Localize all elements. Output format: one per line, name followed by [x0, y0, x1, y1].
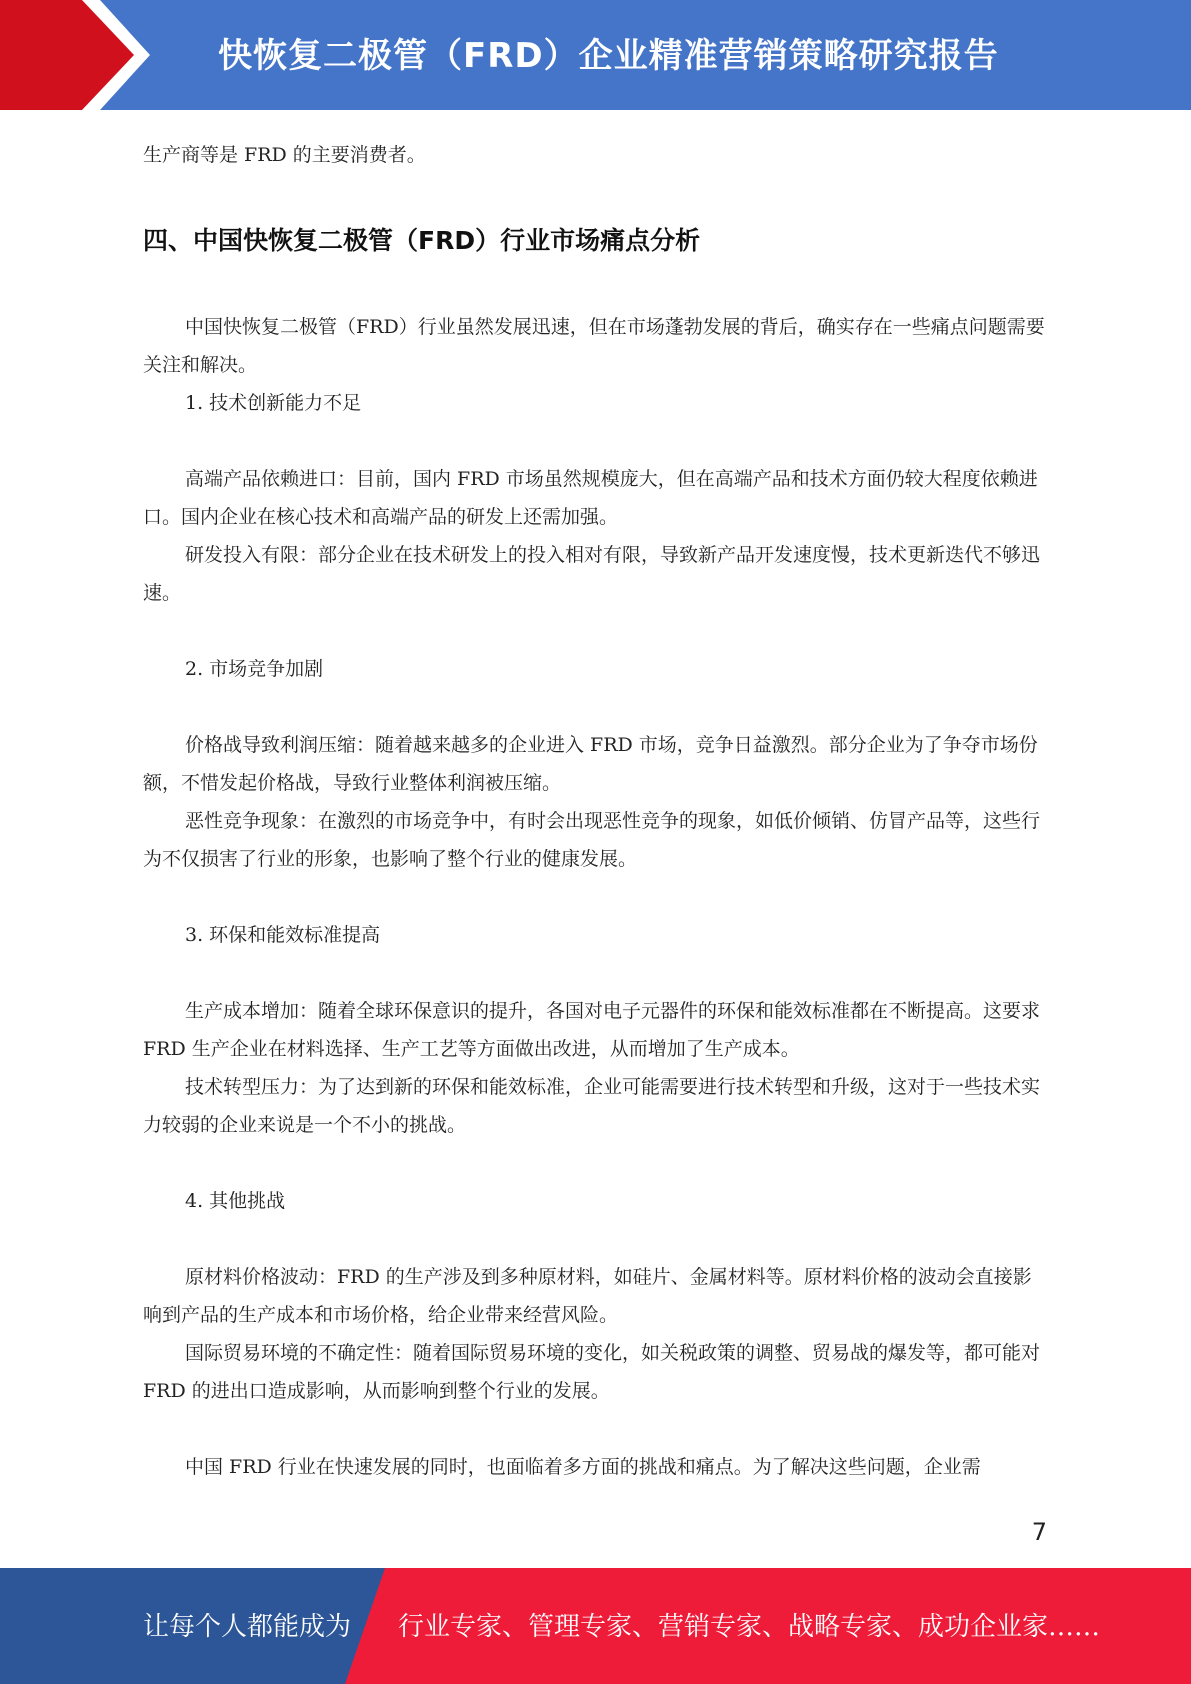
subheading-1: 1. 技术创新能力不足 [185, 392, 362, 414]
closing-line: 中国 FRD 行业在快速发展的同时，也面临着多方面的挑战和痛点。为了解决这些问题，企业需 [185, 1456, 981, 1478]
paragraph-1-1: 高端产品依赖进口：目前，国内 FRD 市场虽然规模庞大，但在高端产品和技术方面仍较大程度依赖进口。国内企业在核心技术和高端产品的研发上还需加强。 [143, 468, 1038, 528]
paragraph-2-2: 恶性竞争现象：在激烈的市场竞争中，有时会出现恶性竞争的现象，如低价倾销、仿冒产品等，这些行为不仅损害了行业的形象，也影响了整个行业的健康发展。 [143, 810, 1041, 870]
paragraph-2-1: 价格战导致利润压缩：随着越来越多的企业进入 FRD 市场，竞争日益激烈。部分企业为了争夺市场份额，不惜发起价格战，导致行业整体利润被压缩。 [143, 734, 1038, 794]
subheading-2: 2. 市场竞争加剧 [185, 658, 324, 680]
paragraph-1-2: 研发投入有限：部分企业在技术研发上的投入相对有限，导致新产品开发速度慢，技术更新迭代不够迅速。 [143, 544, 1041, 604]
page-number: 7 [1031, 1518, 1047, 1546]
intro-line: 生产商等是 FRD 的主要消费者。 [143, 144, 426, 166]
subheading-4: 4. 其他挑战 [185, 1190, 286, 1212]
subheading-3: 3. 环保和能效标准提高 [185, 924, 381, 946]
paragraph-4-2: 国际贸易环境的不确定性：随着国际贸易环境的变化，如关税政策的调整、贸易战的爆发等，都可能对 FRD 的进出口造成影响，从而影响到整个行业的发展。 [143, 1342, 1041, 1402]
footer-slogan-left: 让每个人都能成为 [143, 1612, 352, 1642]
footer-slogan-right: 行业专家、管理专家、营销专家、战略专家、成功企业家…… [398, 1612, 1101, 1642]
section-title: 四、中国快恢复二极管（FRD）行业市场痛点分析 [143, 226, 701, 255]
paragraph-4-1: 原材料价格波动：FRD 的生产涉及到多种原材料，如硅片、金属材料等。原材料价格的波动会直接影响到产品的生产成本和市场价格，给企业带来经营风险。 [143, 1266, 1032, 1326]
footer-banner [0, 1568, 1191, 1684]
page-content [143, 136, 1048, 1486]
header-arrow-decoration [0, 0, 160, 110]
header-banner [0, 0, 1191, 110]
report-title: 快恢复二极管（FRD）企业精准营销策略研究报告 [218, 36, 999, 76]
lead-paragraph: 中国快恢复二极管（FRD）行业虽然发展迅速，但在市场蓬勃发展的背后，确实存在一些痛点问题需要关注和解决。 [143, 316, 1045, 376]
paragraph-3-2: 技术转型压力：为了达到新的环保和能效标准，企业可能需要进行技术转型和升级，这对于一些技术实力较弱的企业来说是一个不小的挑战。 [143, 1076, 1041, 1136]
paragraph-3-1: 生产成本增加：随着全球环保意识的提升，各国对电子元器件的环保和能效标准都在不断提高。这要求 FRD 生产企业在材料选择、生产工艺等方面做出改进，从而增加了生产成本。 [143, 1000, 1041, 1060]
